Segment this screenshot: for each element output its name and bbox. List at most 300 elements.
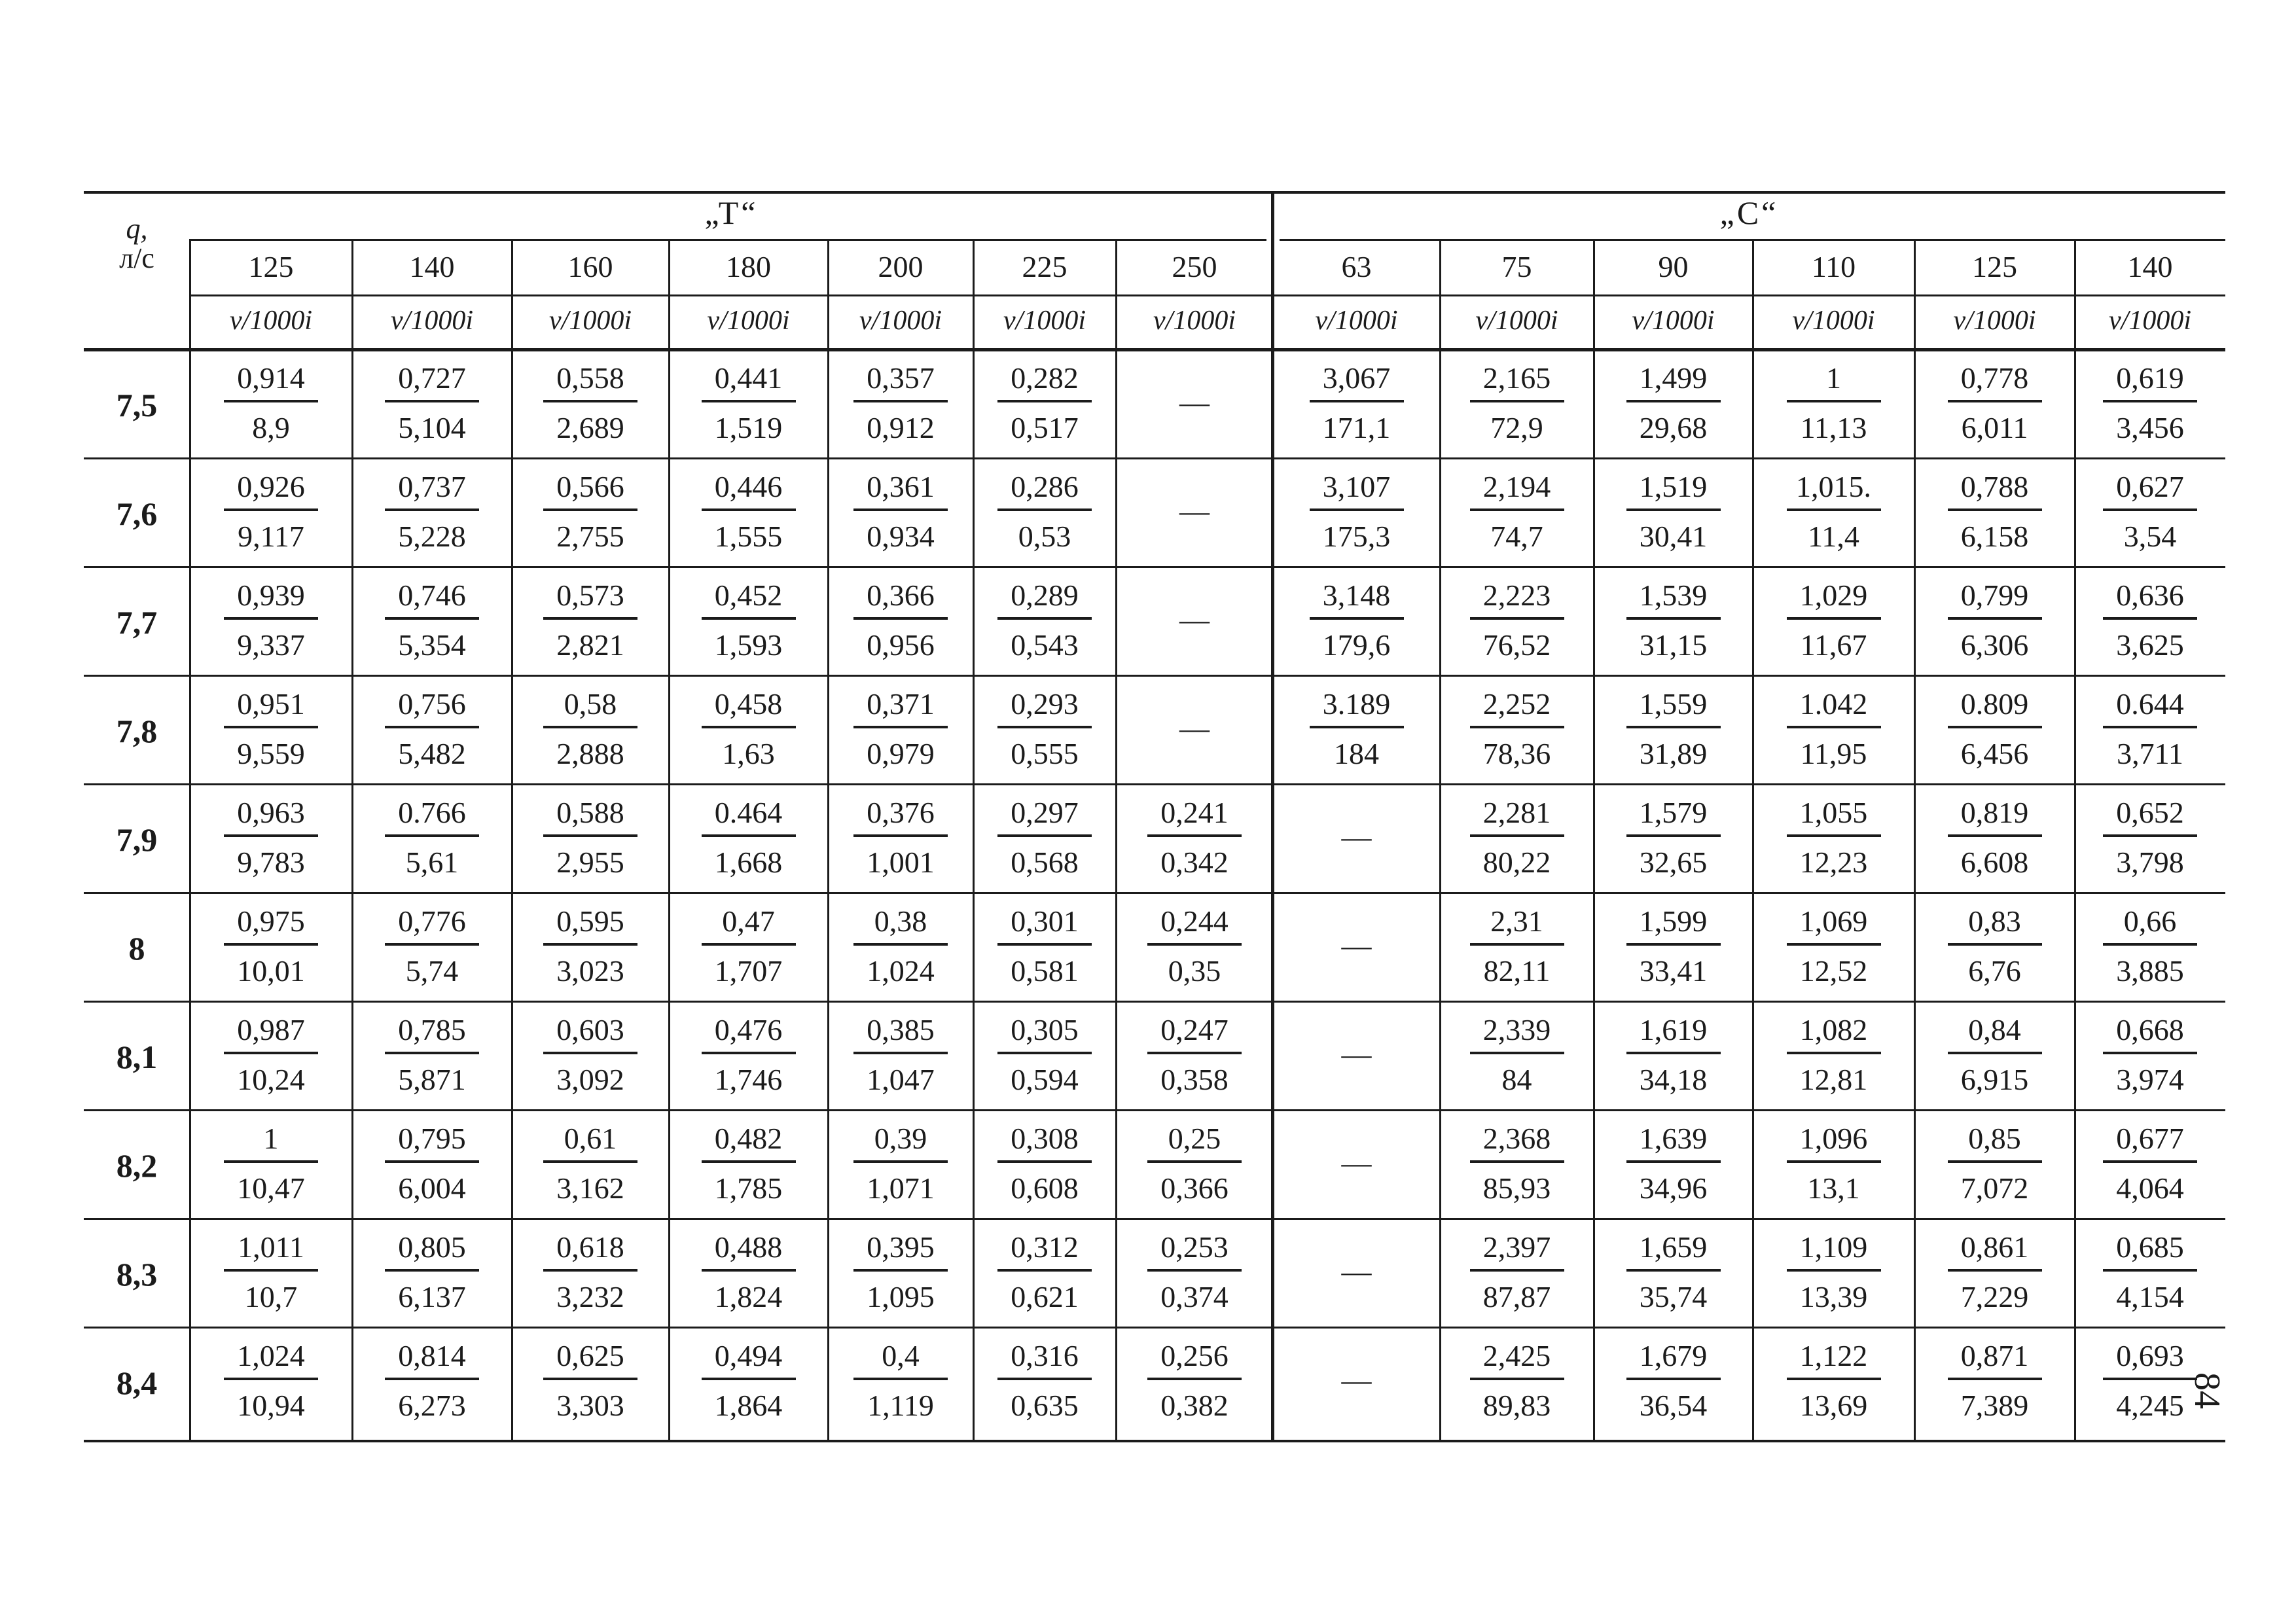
fraction-line [1626,400,1721,402]
cell-head-loss: 0,342 [1160,846,1229,879]
fraction-line [1948,508,2042,511]
cell-head-loss: 175,3 [1322,520,1391,553]
cell-head-loss: 0,543 [1011,628,1079,662]
cell-velocity: 0,385 [867,1013,935,1046]
cell-velocity: 0,756 [398,687,466,721]
fraction-line [1470,508,1564,511]
fraction-line [224,1160,318,1163]
diameter-label: 250 [1172,250,1217,283]
cell-velocity: 1,011 [238,1230,304,1264]
fraction-line [385,1378,479,1380]
fraction-line [1310,726,1404,728]
q-symbol: q, [126,213,148,245]
cell-velocity: 0.644 [2116,687,2184,721]
row-q-value: 7,9 [116,821,158,858]
cell-velocity: 1,539 [1639,579,1708,612]
row-q-value: 7,6 [116,495,158,532]
q-unit: л/с [119,242,154,274]
fraction-line [1787,508,1881,511]
diameter-label: 63 [1341,250,1372,283]
fraction-line [1470,400,1564,402]
fraction-line [702,1160,796,1163]
fraction-line [1948,1160,2042,1163]
cell-velocity: 0,625 [556,1339,624,1372]
cell-velocity: 0,488 [714,1230,783,1264]
cell-velocity: 0,788 [1960,470,2029,503]
cell-velocity: 1,579 [1639,796,1708,829]
fraction-line [385,617,479,620]
row-rule-3 [84,675,2225,677]
cell-head-loss: 3,974 [2116,1063,2184,1096]
diameter-label: 125 [1972,250,2017,283]
cell-head-loss: 0,374 [1160,1280,1229,1313]
fraction-line [224,834,318,837]
cell-head-loss: 0,382 [1160,1389,1229,1422]
fraction-line [853,617,948,620]
cell-velocity: 0,47 [722,904,775,938]
cell-head-loss: 6,456 [1960,737,2029,770]
cell-head-loss: 76,52 [1482,628,1551,662]
column-rule-1 [189,239,191,1440]
fraction-line [2103,1378,2197,1380]
fraction-line [1147,1378,1242,1380]
subheader-label: v/1000i [1475,306,1558,336]
subheader-label: v/1000i [1003,306,1086,336]
cell-velocity: 0,244 [1160,904,1229,938]
cell-head-loss: 1,864 [714,1389,783,1422]
subheader-label: v/1000i [230,306,312,336]
cell-velocity: 0,66 [2123,904,2177,938]
fraction-line [1470,834,1564,837]
cell-velocity: 0,677 [2116,1122,2184,1155]
cell-velocity: 0,301 [1011,904,1079,938]
cell-head-loss: 5,482 [398,737,466,770]
cell-velocity: 0,805 [398,1230,466,1264]
fraction-line [224,1378,318,1380]
cell-velocity: 2,165 [1482,361,1551,395]
row-rule-1 [84,457,2225,459]
fraction-line [1787,1160,1881,1163]
header-bottom-rule [84,348,2225,351]
cell-velocity: 0,603 [556,1013,624,1046]
fraction-line [997,943,1092,946]
cell-velocity: 0,441 [714,361,783,395]
cell-velocity: 3,148 [1322,579,1391,612]
fraction-line [1626,1378,1721,1380]
cell-head-loss: 3,885 [2116,954,2184,988]
subheader-label: v/1000i [1315,306,1398,336]
cell-head-loss: 3,54 [2123,520,2177,553]
row-rule-5 [84,892,2225,894]
fraction-line [385,726,479,728]
fraction-line [1147,1269,1242,1272]
group-title-t: „Т“ [704,194,759,231]
cell-velocity: 0,595 [556,904,624,938]
cell-head-loss: 4,245 [2116,1389,2184,1422]
fraction-line [543,1269,637,1272]
cell-velocity: 0,83 [1968,904,2021,938]
fraction-line [853,1052,948,1054]
fraction-line [1626,726,1721,728]
row-q-value: 8,1 [116,1039,158,1075]
cell-velocity: 2,425 [1482,1339,1551,1372]
fraction-line [702,1269,796,1272]
cell-head-loss: 30,41 [1639,520,1708,553]
cell-velocity: 1,619 [1639,1013,1708,1046]
cell-head-loss: 5,104 [398,411,466,444]
diameter-label: 90 [1658,250,1689,283]
cell-velocity: 0,737 [398,470,466,503]
cell-velocity: 0,668 [2116,1013,2184,1046]
subheader-label: v/1000i [391,306,473,336]
cell-velocity: 0,939 [237,579,305,612]
cell-velocity: 0.766 [398,796,466,829]
cell-head-loss: 31,89 [1639,737,1708,770]
cell-velocity: 0,297 [1011,796,1079,829]
cell-head-loss: 0,581 [1011,954,1079,988]
fraction-line [1787,400,1881,402]
fraction-line [2103,1052,2197,1054]
cell-head-loss: 0,517 [1011,411,1079,444]
cell-velocity: 0,286 [1011,470,1079,503]
cell-velocity: 0,914 [237,361,305,395]
diameter-label: 140 [2127,250,2173,283]
fraction-line [2103,400,2197,402]
fraction-line [543,1160,637,1163]
cell-head-loss: 6,76 [1968,954,2021,988]
cell-head-loss: 171,1 [1322,411,1391,444]
row-q-value: 7,8 [116,713,158,749]
cell-head-loss: 3,798 [2116,846,2184,879]
cell-velocity: 0,799 [1960,579,2029,612]
cell-head-loss: 10,01 [237,954,305,988]
row-q-value: 7,7 [116,604,158,641]
fraction-line [2103,1160,2197,1163]
row-rule-7 [84,1109,2225,1111]
row-q-value: 8,2 [116,1147,158,1184]
cell-velocity: 1,679 [1639,1339,1708,1372]
fraction-line [2103,508,2197,511]
cell-head-loss: 0,912 [867,411,935,444]
cell-velocity: 0,476 [714,1013,783,1046]
cell-head-loss: 0,608 [1011,1171,1079,1205]
column-rule-11 [1752,240,1754,1440]
cell-dash: — [1341,1363,1372,1397]
cell-head-loss: 82,11 [1483,954,1551,988]
table-bottom-rule [84,1440,2225,1442]
cell-head-loss: 85,93 [1482,1171,1551,1205]
cell-velocity: 2,31 [1490,904,1543,938]
cell-velocity: 0,25 [1168,1122,1221,1155]
fraction-line [997,1269,1092,1272]
fraction-line [2103,1269,2197,1272]
fraction-line [543,400,637,402]
fraction-line [543,943,637,946]
fraction-line [1470,1160,1564,1163]
column-rule-13 [2074,240,2076,1440]
cell-velocity: 0,926 [237,470,305,503]
cell-head-loss: 13,69 [1799,1389,1868,1422]
cell-head-loss: 80,22 [1482,846,1551,879]
cell-velocity: 0,975 [237,904,305,938]
fraction-line [1626,1160,1721,1163]
cell-velocity: 0,785 [398,1013,466,1046]
cell-head-loss: 3,092 [556,1063,624,1096]
cell-head-loss: 8,9 [252,411,290,444]
subheader-label: v/1000i [1632,306,1715,336]
group-separator [1271,191,1274,1442]
column-rule-7 [1115,240,1117,1440]
cell-head-loss: 74,7 [1490,520,1543,553]
diameter-label: 110 [1811,250,1856,283]
fraction-line [702,508,796,511]
cell-velocity: 0.464 [714,796,783,829]
row-rule-8 [84,1218,2225,1220]
cell-head-loss: 11,4 [1808,520,1859,553]
subheader-label: v/1000i [707,306,790,336]
fraction-line [385,834,479,837]
cell-dash: — [1179,711,1210,745]
row-rule-4 [84,783,2225,785]
cell-velocity: 0,305 [1011,1013,1079,1046]
cell-head-loss: 2,888 [556,737,624,770]
cell-velocity: 1,659 [1639,1230,1708,1264]
cell-dash: — [1341,1037,1372,1071]
cell-head-loss: 3,232 [556,1280,624,1313]
cell-velocity: 0,746 [398,579,466,612]
cell-head-loss: 36,54 [1639,1389,1708,1422]
fraction-line [224,943,318,946]
cell-velocity: 0,366 [867,579,935,612]
fraction-line [1787,1378,1881,1380]
cell-head-loss: 1,119 [867,1389,934,1422]
cell-head-loss: 12,52 [1799,954,1868,988]
fraction-line [702,1378,796,1380]
cell-velocity: 0,588 [556,796,624,829]
cell-head-loss: 2,955 [556,846,624,879]
cell-velocity: 1,499 [1639,361,1708,395]
cell-head-loss: 0,594 [1011,1063,1079,1096]
fraction-line [997,617,1092,620]
cell-head-loss: 1,001 [867,846,935,879]
cell-head-loss: 1,519 [714,411,783,444]
cell-velocity: 0,357 [867,361,935,395]
fraction-line [224,726,318,728]
cell-head-loss: 6,306 [1960,628,2029,662]
cell-head-loss: 0,621 [1011,1280,1079,1313]
cell-head-loss: 6,011 [1961,411,2028,444]
cell-velocity: 1,109 [1799,1230,1868,1264]
subheader-label: v/1000i [1953,306,2036,336]
cell-head-loss: 9,337 [237,628,305,662]
cell-velocity: 0.809 [1960,687,2029,721]
cell-velocity: 1,559 [1639,687,1708,721]
cell-velocity: 1,122 [1799,1339,1868,1372]
fraction-line [543,1378,637,1380]
fraction-line [1147,834,1242,837]
cell-head-loss: 34,18 [1639,1063,1708,1096]
cell-head-loss: 2,755 [556,520,624,553]
fraction-line [853,726,948,728]
cell-velocity: 2,397 [1482,1230,1551,1264]
cell-head-loss: 0,53 [1018,520,1071,553]
cell-head-loss: 6,137 [398,1280,466,1313]
fraction-line [1948,834,2042,837]
cell-head-loss: 10,94 [237,1389,305,1422]
fraction-line [1626,508,1721,511]
cell-velocity: 0,452 [714,579,783,612]
fraction-line [1787,726,1881,728]
cell-velocity: 0,482 [714,1122,783,1155]
fraction-line [702,400,796,402]
fraction-line [1470,726,1564,728]
cell-velocity: 0,371 [867,687,935,721]
fraction-line [997,508,1092,511]
fraction-line [385,508,479,511]
cell-head-loss: 1,095 [867,1280,935,1313]
diameter-rule [190,294,2225,296]
cell-velocity: 0,566 [556,470,624,503]
cell-head-loss: 10,7 [244,1280,298,1313]
fraction-line [1626,943,1721,946]
cell-velocity: 2,252 [1482,687,1551,721]
cell-head-loss: 0,934 [867,520,935,553]
subheader-label: v/1000i [859,306,942,336]
cell-dash: — [1341,1146,1372,1179]
fraction-line [1470,1378,1564,1380]
cell-head-loss: 7,389 [1960,1389,2029,1422]
column-rule-12 [1914,240,1916,1440]
fraction-line [997,1052,1092,1054]
cell-head-loss: 0,568 [1011,846,1079,879]
fraction-line [1626,617,1721,620]
cell-head-loss: 1,785 [714,1171,783,1205]
fraction-line [2103,726,2197,728]
fraction-line [1626,834,1721,837]
cell-velocity: 3,067 [1322,361,1391,395]
cell-head-loss: 72,9 [1490,411,1543,444]
cell-head-loss: 1,668 [714,846,783,879]
cell-head-loss: 1,824 [714,1280,783,1313]
cell-velocity: 0,316 [1011,1339,1079,1372]
fraction-line [702,834,796,837]
cell-head-loss: 9,559 [237,737,305,770]
fraction-line [543,508,637,511]
cell-dash: — [1341,820,1372,853]
cell-velocity: 2,339 [1482,1013,1551,1046]
cell-velocity: 0,619 [2116,361,2184,395]
cell-velocity: 3.189 [1322,687,1391,721]
diameter-label: 160 [567,250,613,283]
column-rule-3 [511,240,513,1440]
cell-head-loss: 4,064 [2116,1171,2184,1205]
cell-head-loss: 84 [1501,1063,1532,1096]
cell-head-loss: 10,24 [237,1063,305,1096]
cell-head-loss: 13,1 [1807,1171,1860,1205]
cell-velocity: 0,85 [1968,1122,2021,1155]
cell-velocity: 0,814 [398,1339,466,1372]
fraction-line [224,617,318,620]
cell-head-loss: 6,158 [1960,520,2029,553]
cell-head-loss: 184 [1334,737,1379,770]
fraction-line [543,617,637,620]
column-rule-10 [1593,240,1595,1440]
cell-velocity: 2,281 [1482,796,1551,829]
column-rule-5 [827,240,829,1440]
fraction-line [385,400,479,402]
cell-velocity: 0,395 [867,1230,935,1264]
cell-head-loss: 6,608 [1960,846,2029,879]
cell-head-loss: 3,303 [556,1389,624,1422]
cell-head-loss: 1,593 [714,628,783,662]
fraction-line [2103,617,2197,620]
fraction-line [853,1160,948,1163]
cell-velocity: 0,446 [714,470,783,503]
cell-velocity: 0,963 [237,796,305,829]
cell-velocity: 0,636 [2116,579,2184,612]
cell-velocity: 1 [1826,361,1841,395]
cell-head-loss: 0,358 [1160,1063,1229,1096]
subheader-label: v/1000i [1153,306,1236,336]
cell-head-loss: 7,072 [1960,1171,2029,1205]
fraction-line [543,834,637,837]
column-rule-6 [973,240,975,1440]
cell-head-loss: 7,229 [1960,1280,2029,1313]
group-title-c: „С“ [1719,194,1779,231]
cell-head-loss: 87,87 [1482,1280,1551,1313]
fraction-line [1948,617,2042,620]
fraction-line [1310,617,1404,620]
cell-head-loss: 3,711 [2117,737,2183,770]
cell-head-loss: 9,783 [237,846,305,879]
fraction-line [1147,1160,1242,1163]
cell-velocity: 1,082 [1799,1013,1868,1046]
cell-head-loss: 9,117 [238,520,304,553]
fraction-line [702,1052,796,1054]
fraction-line [385,1052,479,1054]
fraction-line [1787,1269,1881,1272]
cell-velocity: 0,253 [1160,1230,1229,1264]
fraction-line [853,400,948,402]
cell-velocity: 1,599 [1639,904,1708,938]
fraction-line [1470,1052,1564,1054]
cell-head-loss: 0,366 [1160,1171,1229,1205]
fraction-line [853,1269,948,1272]
cell-head-loss: 5,871 [398,1063,466,1096]
cell-head-loss: 10,47 [237,1171,305,1205]
cell-head-loss: 11,13 [1800,411,1867,444]
cell-dash: — [1341,1255,1372,1288]
cell-velocity: 2,194 [1482,470,1551,503]
cell-velocity: 0,376 [867,796,935,829]
fraction-line [1310,508,1404,511]
row-q-value: 8 [128,930,145,967]
fraction-line [853,1378,948,1380]
fraction-line [1948,943,2042,946]
cell-velocity: 0,58 [564,687,617,721]
cell-head-loss: 1,047 [867,1063,935,1096]
cell-velocity: 2,223 [1482,579,1551,612]
diameter-label: 125 [248,250,294,283]
cell-velocity: 0,778 [1960,361,2029,395]
cell-dash: — [1179,494,1210,527]
fraction-line [997,1378,1092,1380]
cell-head-loss: 31,15 [1639,628,1708,662]
row-rule-6 [84,1001,2225,1003]
cell-velocity: 3,107 [1322,470,1391,503]
cell-head-loss: 5,228 [398,520,466,553]
fraction-line [1948,1378,2042,1380]
